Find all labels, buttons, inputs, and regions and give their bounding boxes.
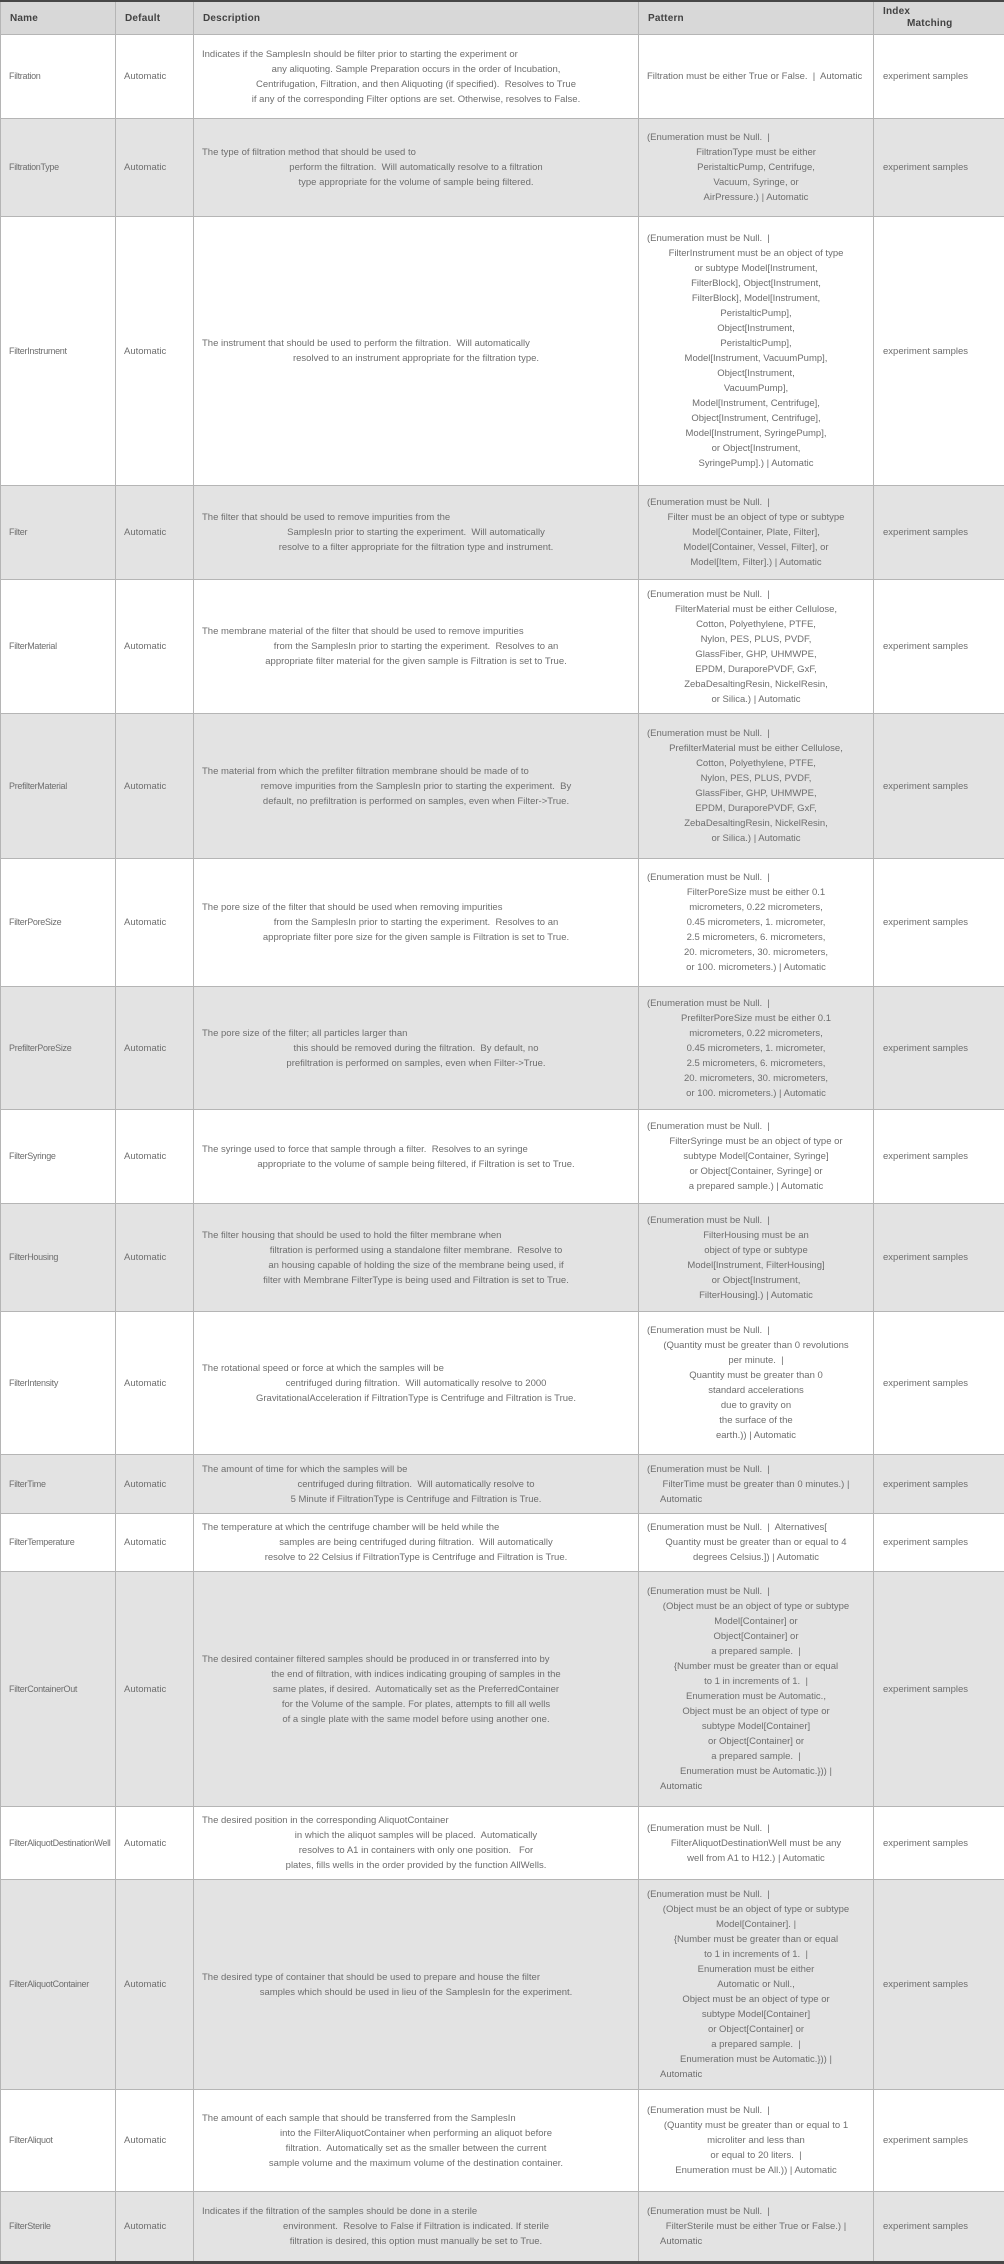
pattern-cell (639, 1204, 874, 1312)
text-line: (Object must be an object of type or subtype (647, 1599, 865, 1614)
text-line: this should be removed during the filtration. By default, no (202, 1041, 630, 1056)
default-value-cell: Automatic (116, 1455, 194, 1514)
text-line: The membrane material of the filter that should be used to remove impurities (202, 624, 630, 639)
text-line: FilterTime must be greater than 0 minutes.) | (647, 1477, 865, 1492)
text-line: Automatic (647, 1492, 865, 1507)
text-line: microliter and less than (647, 2133, 865, 2148)
index-header-line2: Matching (883, 18, 1000, 30)
text-line: The desired type of container that should be used to prepare and house the filter (202, 1970, 630, 1985)
index-matching-cell: experiment samples (874, 1110, 1004, 1204)
description-cell (194, 1514, 639, 1572)
table-row-FilterTemperature (1, 1514, 1004, 1572)
text-line: (Quantity must be greater than or equal to 1 (647, 2118, 865, 2133)
text-line: (Enumeration must be Null. | (647, 1462, 865, 1477)
text-line: FilterBlock], Object[Instrument, (647, 276, 865, 291)
header-cell-pattern: Pattern (639, 1, 874, 35)
text-line: AirPressure.) | Automatic (647, 190, 865, 205)
text-line: (Enumeration must be Null. | (647, 1213, 865, 1228)
default-value-cell: Automatic (116, 1110, 194, 1204)
text-line: The material from which the prefilter filtration membrane should be made of to (202, 764, 630, 779)
text-line: FilterMaterial must be either Cellulose, (647, 602, 865, 617)
text-line: The type of filtration method that should be used to (202, 145, 630, 160)
text-line: centrifuged during filtration. Will automatically resolve to (202, 1477, 630, 1492)
index-matching-cell: experiment samples (874, 1514, 1004, 1572)
option-name-cell: FilterAliquotDestinationWell (1, 1807, 116, 1880)
text-line: FilterInstrument must be an object of type (647, 246, 865, 261)
index-matching-cell: experiment samples (874, 217, 1004, 486)
table-row-FiltrationType (1, 119, 1004, 217)
default-value-cell: Automatic (116, 1514, 194, 1572)
description-cell (194, 119, 639, 217)
text-line: FiltrationType must be either (647, 145, 865, 160)
text-line: a prepared sample. | (647, 2037, 865, 2052)
text-line: PeristalticPump], (647, 336, 865, 351)
pattern-cell (639, 1880, 874, 2090)
text-line: ZebaDesaltingResin, NickelResin, (647, 677, 865, 692)
text-line: or Object[Container] or (647, 1734, 865, 1749)
index-matching-cell: experiment samples (874, 2192, 1004, 2263)
text-line: or equal to 20 liters. | (647, 2148, 865, 2163)
option-name-cell: FilterPoreSize (1, 859, 116, 987)
text-line: Automatic or Null., (647, 1977, 865, 1992)
text-line: the end of filtration, with indices indicating grouping of samples in the (202, 1667, 630, 1682)
index-matching-cell: experiment samples (874, 2090, 1004, 2192)
text-line: The temperature at which the centrifuge chamber will be held while the (202, 1520, 630, 1535)
text-line: samples which should be used in lieu of the SamplesIn for the experiment. (202, 1985, 630, 2000)
text-line: due to gravity on (647, 1398, 865, 1413)
text-line: GlassFiber, GHP, UHMWPE, (647, 647, 865, 662)
text-line: Enumeration must be Automatic.})) | (647, 1764, 865, 1779)
text-line: to 1 in increments of 1. | (647, 1674, 865, 1689)
text-line: Model[Instrument, SyringePump], (647, 426, 865, 441)
text-line: Object[Instrument, (647, 366, 865, 381)
table-row-FilterInstrument (1, 217, 1004, 486)
text-line: in which the aliquot samples will be placed. Automatically (202, 1828, 630, 1843)
option-name-cell: FilterInstrument (1, 217, 116, 486)
text-line: Object[Instrument, Centrifuge], (647, 411, 865, 426)
option-name-cell: FilterContainerOut (1, 1572, 116, 1807)
text-line: for the Volume of the sample. For plates, attempts to fill all wells (202, 1697, 630, 1712)
pattern-cell (639, 1514, 874, 1572)
text-line: The filter that should be used to remove impurities from the (202, 510, 630, 525)
option-name-cell: PrefilterMaterial (1, 714, 116, 859)
text-line: The instrument that should be used to perform the filtration. Will automatically (202, 336, 630, 351)
pattern-cell (639, 35, 874, 119)
option-name-cell: FilterIntensity (1, 1312, 116, 1455)
text-line: or 100. micrometers.) | Automatic (647, 960, 865, 975)
text-line: resolved to an instrument appropriate for the filtration type. (202, 351, 630, 366)
option-name-cell: FilterAliquotContainer (1, 1880, 116, 2090)
text-line: (Enumeration must be Null. | (647, 495, 865, 510)
pattern-cell (639, 580, 874, 714)
description-cell (194, 987, 639, 1110)
text-line: The filter housing that should be used to hold the filter membrane when (202, 1228, 630, 1243)
text-line: or Object[Instrument, (647, 441, 865, 456)
description-cell (194, 1312, 639, 1455)
text-line: appropriate filter pore size for the given sample is Filtration is set to True. (202, 930, 630, 945)
pattern-cell (639, 859, 874, 987)
option-name-cell: Filtration (1, 35, 116, 119)
text-line: resolve to 22 Celsius if FiltrationType is Centrifuge and Filtration is True. (202, 1550, 630, 1565)
description-cell (194, 1572, 639, 1807)
text-line: PrefilterPoreSize must be either 0.1 (647, 1011, 865, 1026)
header-cell-name: Name (1, 1, 116, 35)
description-cell (194, 2090, 639, 2192)
text-line: any aliquoting. Sample Preparation occurs in the order of Incubation, (202, 62, 630, 77)
text-line: Model[Item, Filter].) | Automatic (647, 555, 865, 570)
default-value-cell: Automatic (116, 217, 194, 486)
option-name-cell: FilterTemperature (1, 1514, 116, 1572)
text-line: same plates, if desired. Automatically set as the PreferredContainer (202, 1682, 630, 1697)
index-matching-cell: experiment samples (874, 35, 1004, 119)
table-row-FilterAliquotDestinationWell (1, 1807, 1004, 1880)
text-line: the surface of the (647, 1413, 865, 1428)
text-line: subtype Model[Container] (647, 1719, 865, 1734)
text-line: (Enumeration must be Null. | (647, 1584, 865, 1599)
text-line: Enumeration must be Automatic.})) | (647, 2052, 865, 2067)
text-line: FilterSyringe must be an object of type or (647, 1134, 865, 1149)
index-matching-cell: experiment samples (874, 987, 1004, 1110)
index-matching-cell: experiment samples (874, 119, 1004, 217)
default-value-cell: Automatic (116, 35, 194, 119)
text-line: samples are being centrifuged during filtration. Will automatically (202, 1535, 630, 1550)
default-value-cell: Automatic (116, 1880, 194, 2090)
text-line: Quantity must be greater than or equal to 4 (647, 1535, 865, 1550)
text-line: (Enumeration must be Null. | (647, 870, 865, 885)
text-line: if any of the corresponding Filter options are set. Otherwise, resolves to False. (202, 92, 630, 107)
text-line: EPDM, DuraporePVDF, GxF, (647, 801, 865, 816)
text-line: Enumeration must be All.)) | Automatic (647, 2163, 865, 2178)
header-row (1, 1, 1004, 35)
text-line: VacuumPump], (647, 381, 865, 396)
text-line: FilterBlock], Model[Instrument, (647, 291, 865, 306)
text-line: Model[Container] or (647, 1614, 865, 1629)
table-row-FilterMaterial (1, 580, 1004, 714)
text-line: micrometers, 0.22 micrometers, (647, 1026, 865, 1041)
description-cell (194, 1880, 639, 2090)
option-name-cell: FilterMaterial (1, 580, 116, 714)
description-cell (194, 217, 639, 486)
text-line: 0.45 micrometers, 1. micrometer, (647, 1041, 865, 1056)
text-line: The desired container filtered samples should be produced in or transferred into by (202, 1652, 630, 1667)
text-line: 0.45 micrometers, 1. micrometer, (647, 915, 865, 930)
index-matching-cell: experiment samples (874, 486, 1004, 580)
text-line: plates, fills wells in the order provided by the function AllWells. (202, 1858, 630, 1873)
description-cell (194, 2192, 639, 2263)
option-name-cell: FilterHousing (1, 1204, 116, 1312)
table-row-FilterAliquotContainer (1, 1880, 1004, 2090)
text-line: (Enumeration must be Null. | (647, 1119, 865, 1134)
text-line: perform the filtration. Will automatically resolve to a filtration (202, 160, 630, 175)
pattern-cell (639, 1572, 874, 1807)
text-line: (Enumeration must be Null. | (647, 1323, 865, 1338)
text-line: Centrifugation, Filtration, and then Aliquoting (if specified). Resolves to True (202, 77, 630, 92)
description-cell (194, 1455, 639, 1514)
text-line: GlassFiber, GHP, UHMWPE, (647, 786, 865, 801)
option-name-cell: FilterTime (1, 1455, 116, 1514)
text-line: into the FilterAliquotContainer when performing an aliquot before (202, 2126, 630, 2141)
default-value-cell: Automatic (116, 714, 194, 859)
text-line: remove impurities from the SamplesIn prior to starting the experiment. By (202, 779, 630, 794)
text-line: FilterHousing must be an (647, 1228, 865, 1243)
text-line: subtype Model[Container, Syringe] (647, 1149, 865, 1164)
text-line: The rotational speed or force at which the samples will be (202, 1361, 630, 1376)
text-line: (Enumeration must be Null. | (647, 2103, 865, 2118)
table-row-Filtration (1, 35, 1004, 119)
text-line: per minute. | (647, 1353, 865, 1368)
text-line: micrometers, 0.22 micrometers, (647, 900, 865, 915)
text-line: Cotton, Polyethylene, PTFE, (647, 617, 865, 632)
text-line: (Enumeration must be Null. | (647, 231, 865, 246)
table-header (1, 1, 1004, 35)
text-line: FilterHousing].) | Automatic (647, 1288, 865, 1303)
text-line: Nylon, PES, PLUS, PVDF, (647, 771, 865, 786)
text-line: environment. Resolve to False if Filtration is indicated. If sterile (202, 2219, 630, 2234)
text-line: Cotton, Polyethylene, PTFE, (647, 756, 865, 771)
pattern-cell (639, 1455, 874, 1514)
text-line: filtration is performed using a standalone filter membrane. Resolve to (202, 1243, 630, 1258)
description-cell (194, 486, 639, 580)
text-line: ZebaDesaltingResin, NickelResin, (647, 816, 865, 831)
index-matching-cell: experiment samples (874, 1455, 1004, 1514)
index-matching-cell: experiment samples (874, 1204, 1004, 1312)
text-line: The desired position in the corresponding AliquotContainer (202, 1813, 630, 1828)
text-line: Filtration must be either True or False. | Automatic (647, 69, 865, 84)
text-line: a prepared sample. | (647, 1749, 865, 1764)
text-line: Object[Instrument, (647, 321, 865, 336)
text-line: standard accelerations (647, 1383, 865, 1398)
text-line: Automatic (647, 2067, 865, 2082)
text-line: Model[Container, Vessel, Filter], or (647, 540, 865, 555)
table-row-FilterAliquot (1, 2090, 1004, 2192)
text-line: resolve to a filter appropriate for the filtration type and instrument. (202, 540, 630, 555)
text-line: (Enumeration must be Null. | (647, 726, 865, 741)
text-line: filtration is desired, this option must manually be set to True. (202, 2234, 630, 2249)
text-line: from the SamplesIn prior to starting the experiment. Resolves to an (202, 639, 630, 654)
text-line: or 100. micrometers.) | Automatic (647, 1086, 865, 1101)
text-line: The pore size of the filter that should be used when removing impurities (202, 900, 630, 915)
text-line: from the SamplesIn prior to starting the experiment. Resolves to an (202, 915, 630, 930)
default-value-cell: Automatic (116, 580, 194, 714)
text-line: or Object[Instrument, (647, 1273, 865, 1288)
text-line: 20. micrometers, 30. micrometers, (647, 1071, 865, 1086)
index-matching-cell: experiment samples (874, 1807, 1004, 1880)
table-row-Filter (1, 486, 1004, 580)
text-line: FilterPoreSize must be either 0.1 (647, 885, 865, 900)
pattern-cell (639, 217, 874, 486)
text-line: appropriate to the volume of sample being filtered, if Filtration is set to True. (202, 1157, 630, 1172)
text-line: Indicates if the SamplesIn should be filter prior to starting the experiment or (202, 47, 630, 62)
pattern-cell (639, 2090, 874, 2192)
text-line: object of type or subtype (647, 1243, 865, 1258)
text-line: or Object[Container] or (647, 2022, 865, 2037)
header-cell-index-matching (874, 1, 1004, 35)
text-line: Quantity must be greater than 0 (647, 1368, 865, 1383)
description-cell (194, 1807, 639, 1880)
text-line: (Quantity must be greater than 0 revolutions (647, 1338, 865, 1353)
text-line: Vacuum, Syringe, or (647, 175, 865, 190)
option-name-cell: FiltrationType (1, 119, 116, 217)
text-line: 20. micrometers, 30. micrometers, (647, 945, 865, 960)
table-row-FilterHousing (1, 1204, 1004, 1312)
text-line: GravitationalAcceleration if FiltrationType is Centrifuge and Filtration is True. (202, 1391, 630, 1406)
header-cell-description: Description (194, 1, 639, 35)
text-line: an housing capable of holding the size of the membrane being used, if (202, 1258, 630, 1273)
text-line: 5 Minute if FiltrationType is Centrifuge and Filtration is True. (202, 1492, 630, 1507)
default-value-cell: Automatic (116, 1572, 194, 1807)
description-cell (194, 580, 639, 714)
text-line: The pore size of the filter; all particles larger than (202, 1026, 630, 1041)
index-matching-cell: experiment samples (874, 1572, 1004, 1807)
text-line: (Enumeration must be Null. | (647, 2204, 865, 2219)
text-line: (Enumeration must be Null. | (647, 996, 865, 1011)
pattern-cell (639, 2192, 874, 2263)
text-line: earth.)) | Automatic (647, 1428, 865, 1443)
pattern-cell (639, 1110, 874, 1204)
index-matching-cell: experiment samples (874, 1880, 1004, 2090)
description-cell (194, 714, 639, 859)
table-row-PrefilterMaterial (1, 714, 1004, 859)
default-value-cell: Automatic (116, 2090, 194, 2192)
text-line: filtration. Automatically set as the smaller between the current (202, 2141, 630, 2156)
text-line: 2.5 micrometers, 6. micrometers, (647, 1056, 865, 1071)
text-line: Filter must be an object of type or subtype (647, 510, 865, 525)
text-line: Object must be an object of type or (647, 1992, 865, 2007)
table-row-FilterTime (1, 1455, 1004, 1514)
text-line: a prepared sample.) | Automatic (647, 1179, 865, 1194)
text-line: Enumeration must be either (647, 1962, 865, 1977)
text-line: type appropriate for the volume of sample being filtered. (202, 175, 630, 190)
text-line: Model[Instrument, Centrifuge], (647, 396, 865, 411)
table-row-FilterPoreSize (1, 859, 1004, 987)
text-line: filter with Membrane FilterType is being used and Filtration is set to True. (202, 1273, 630, 1288)
text-line: of a single plate with the same model before using another one. (202, 1712, 630, 1727)
default-value-cell: Automatic (116, 1312, 194, 1455)
option-name-cell: FilterAliquot (1, 2090, 116, 2192)
default-value-cell: Automatic (116, 2192, 194, 2263)
description-cell (194, 859, 639, 987)
option-name-cell: FilterSyringe (1, 1110, 116, 1204)
text-line: or Silica.) | Automatic (647, 692, 865, 707)
text-line: well from A1 to H12.) | Automatic (647, 1851, 865, 1866)
description-cell (194, 35, 639, 119)
text-line: a prepared sample. | (647, 1644, 865, 1659)
pattern-cell (639, 1312, 874, 1455)
text-line: Automatic (647, 1779, 865, 1794)
text-line: centrifuged during filtration. Will automatically resolve to 2000 (202, 1376, 630, 1391)
table-row-FilterContainerOut (1, 1572, 1004, 1807)
text-line: FilterAliquotDestinationWell must be any (647, 1836, 865, 1851)
text-line: PeristalticPump, Centrifuge, (647, 160, 865, 175)
text-line: prefiltration is performed on samples, even when Filter->True. (202, 1056, 630, 1071)
text-line: EPDM, DuraporePVDF, GxF, (647, 662, 865, 677)
text-line: {Number must be greater than or equal (647, 1932, 865, 1947)
text-line: sample volume and the maximum volume of the destination container. (202, 2156, 630, 2171)
index-matching-cell: experiment samples (874, 580, 1004, 714)
text-line: The syringe used to force that sample through a filter. Resolves to an syringe (202, 1142, 630, 1157)
text-line: SyringePump].) | Automatic (647, 456, 865, 471)
text-line: resolves to A1 in containers with only one position. For (202, 1843, 630, 1858)
text-line: (Enumeration must be Null. | (647, 587, 865, 602)
default-value-cell: Automatic (116, 1204, 194, 1312)
text-line: Indicates if the filtration of the samples should be done in a sterile (202, 2204, 630, 2219)
index-matching-cell: experiment samples (874, 1312, 1004, 1455)
text-line: Model[Container]. | (647, 1917, 865, 1932)
default-value-cell: Automatic (116, 859, 194, 987)
text-line: (Enumeration must be Null. | Alternatives[ (647, 1520, 865, 1535)
default-value-cell: Automatic (116, 1807, 194, 1880)
text-line: Model[Instrument, VacuumPump], (647, 351, 865, 366)
text-line: (Enumeration must be Null. | (647, 1887, 865, 1902)
default-value-cell: Automatic (116, 486, 194, 580)
text-line: or Silica.) | Automatic (647, 831, 865, 846)
text-line: to 1 in increments of 1. | (647, 1947, 865, 1962)
header-cell-default: Default (116, 1, 194, 35)
text-line: Model[Instrument, FilterHousing] (647, 1258, 865, 1273)
text-line: Automatic (647, 2234, 865, 2249)
description-cell (194, 1204, 639, 1312)
pattern-cell (639, 714, 874, 859)
table-row-PrefilterPoreSize (1, 987, 1004, 1110)
text-line: Model[Container, Plate, Filter], (647, 525, 865, 540)
option-name-cell: Filter (1, 486, 116, 580)
text-line: subtype Model[Container] (647, 2007, 865, 2022)
text-line: (Enumeration must be Null. | (647, 1821, 865, 1836)
option-table-body (1, 35, 1004, 2263)
text-line: Enumeration must be Automatic., (647, 1689, 865, 1704)
text-line: FilterSterile must be either True or False.) | (647, 2219, 865, 2234)
text-line: Object[Container] or (647, 1629, 865, 1644)
text-line: degrees Celsius.]) | Automatic (647, 1550, 865, 1565)
pattern-cell (639, 486, 874, 580)
text-line: appropriate filter material for the given sample is Filtration is set to True. (202, 654, 630, 669)
text-line: 2.5 micrometers, 6. micrometers, (647, 930, 865, 945)
table-row-FilterIntensity (1, 1312, 1004, 1455)
pattern-cell (639, 987, 874, 1110)
option-name-cell: FilterSterile (1, 2192, 116, 2263)
text-line: (Enumeration must be Null. | (647, 130, 865, 145)
index-header-line1: Index (883, 6, 1000, 18)
text-line: The amount of each sample that should be transferred from the SamplesIn (202, 2111, 630, 2126)
text-line: {Number must be greater than or equal (647, 1659, 865, 1674)
text-line: default, no prefiltration is performed on samples, even when Filter->True. (202, 794, 630, 809)
text-line: (Object must be an object of type or subtype (647, 1902, 865, 1917)
table-row-FilterSyringe (1, 1110, 1004, 1204)
text-line: or Object[Container, Syringe] or (647, 1164, 865, 1179)
pattern-cell (639, 119, 874, 217)
index-matching-cell: experiment samples (874, 714, 1004, 859)
text-line: PeristalticPump], (647, 306, 865, 321)
default-value-cell: Automatic (116, 987, 194, 1110)
pattern-cell (639, 1807, 874, 1880)
text-line: Object must be an object of type or (647, 1704, 865, 1719)
description-cell (194, 1110, 639, 1204)
text-line: PrefilterMaterial must be either Cellulose, (647, 741, 865, 756)
text-line: The amount of time for which the samples will be (202, 1462, 630, 1477)
text-line: Nylon, PES, PLUS, PVDF, (647, 632, 865, 647)
option-name-cell: PrefilterPoreSize (1, 987, 116, 1110)
index-matching-cell: experiment samples (874, 859, 1004, 987)
table-row-FilterSterile (1, 2192, 1004, 2263)
text-line: SamplesIn prior to starting the experiment. Will automatically (202, 525, 630, 540)
text-line: or subtype Model[Instrument, (647, 261, 865, 276)
default-value-cell: Automatic (116, 119, 194, 217)
